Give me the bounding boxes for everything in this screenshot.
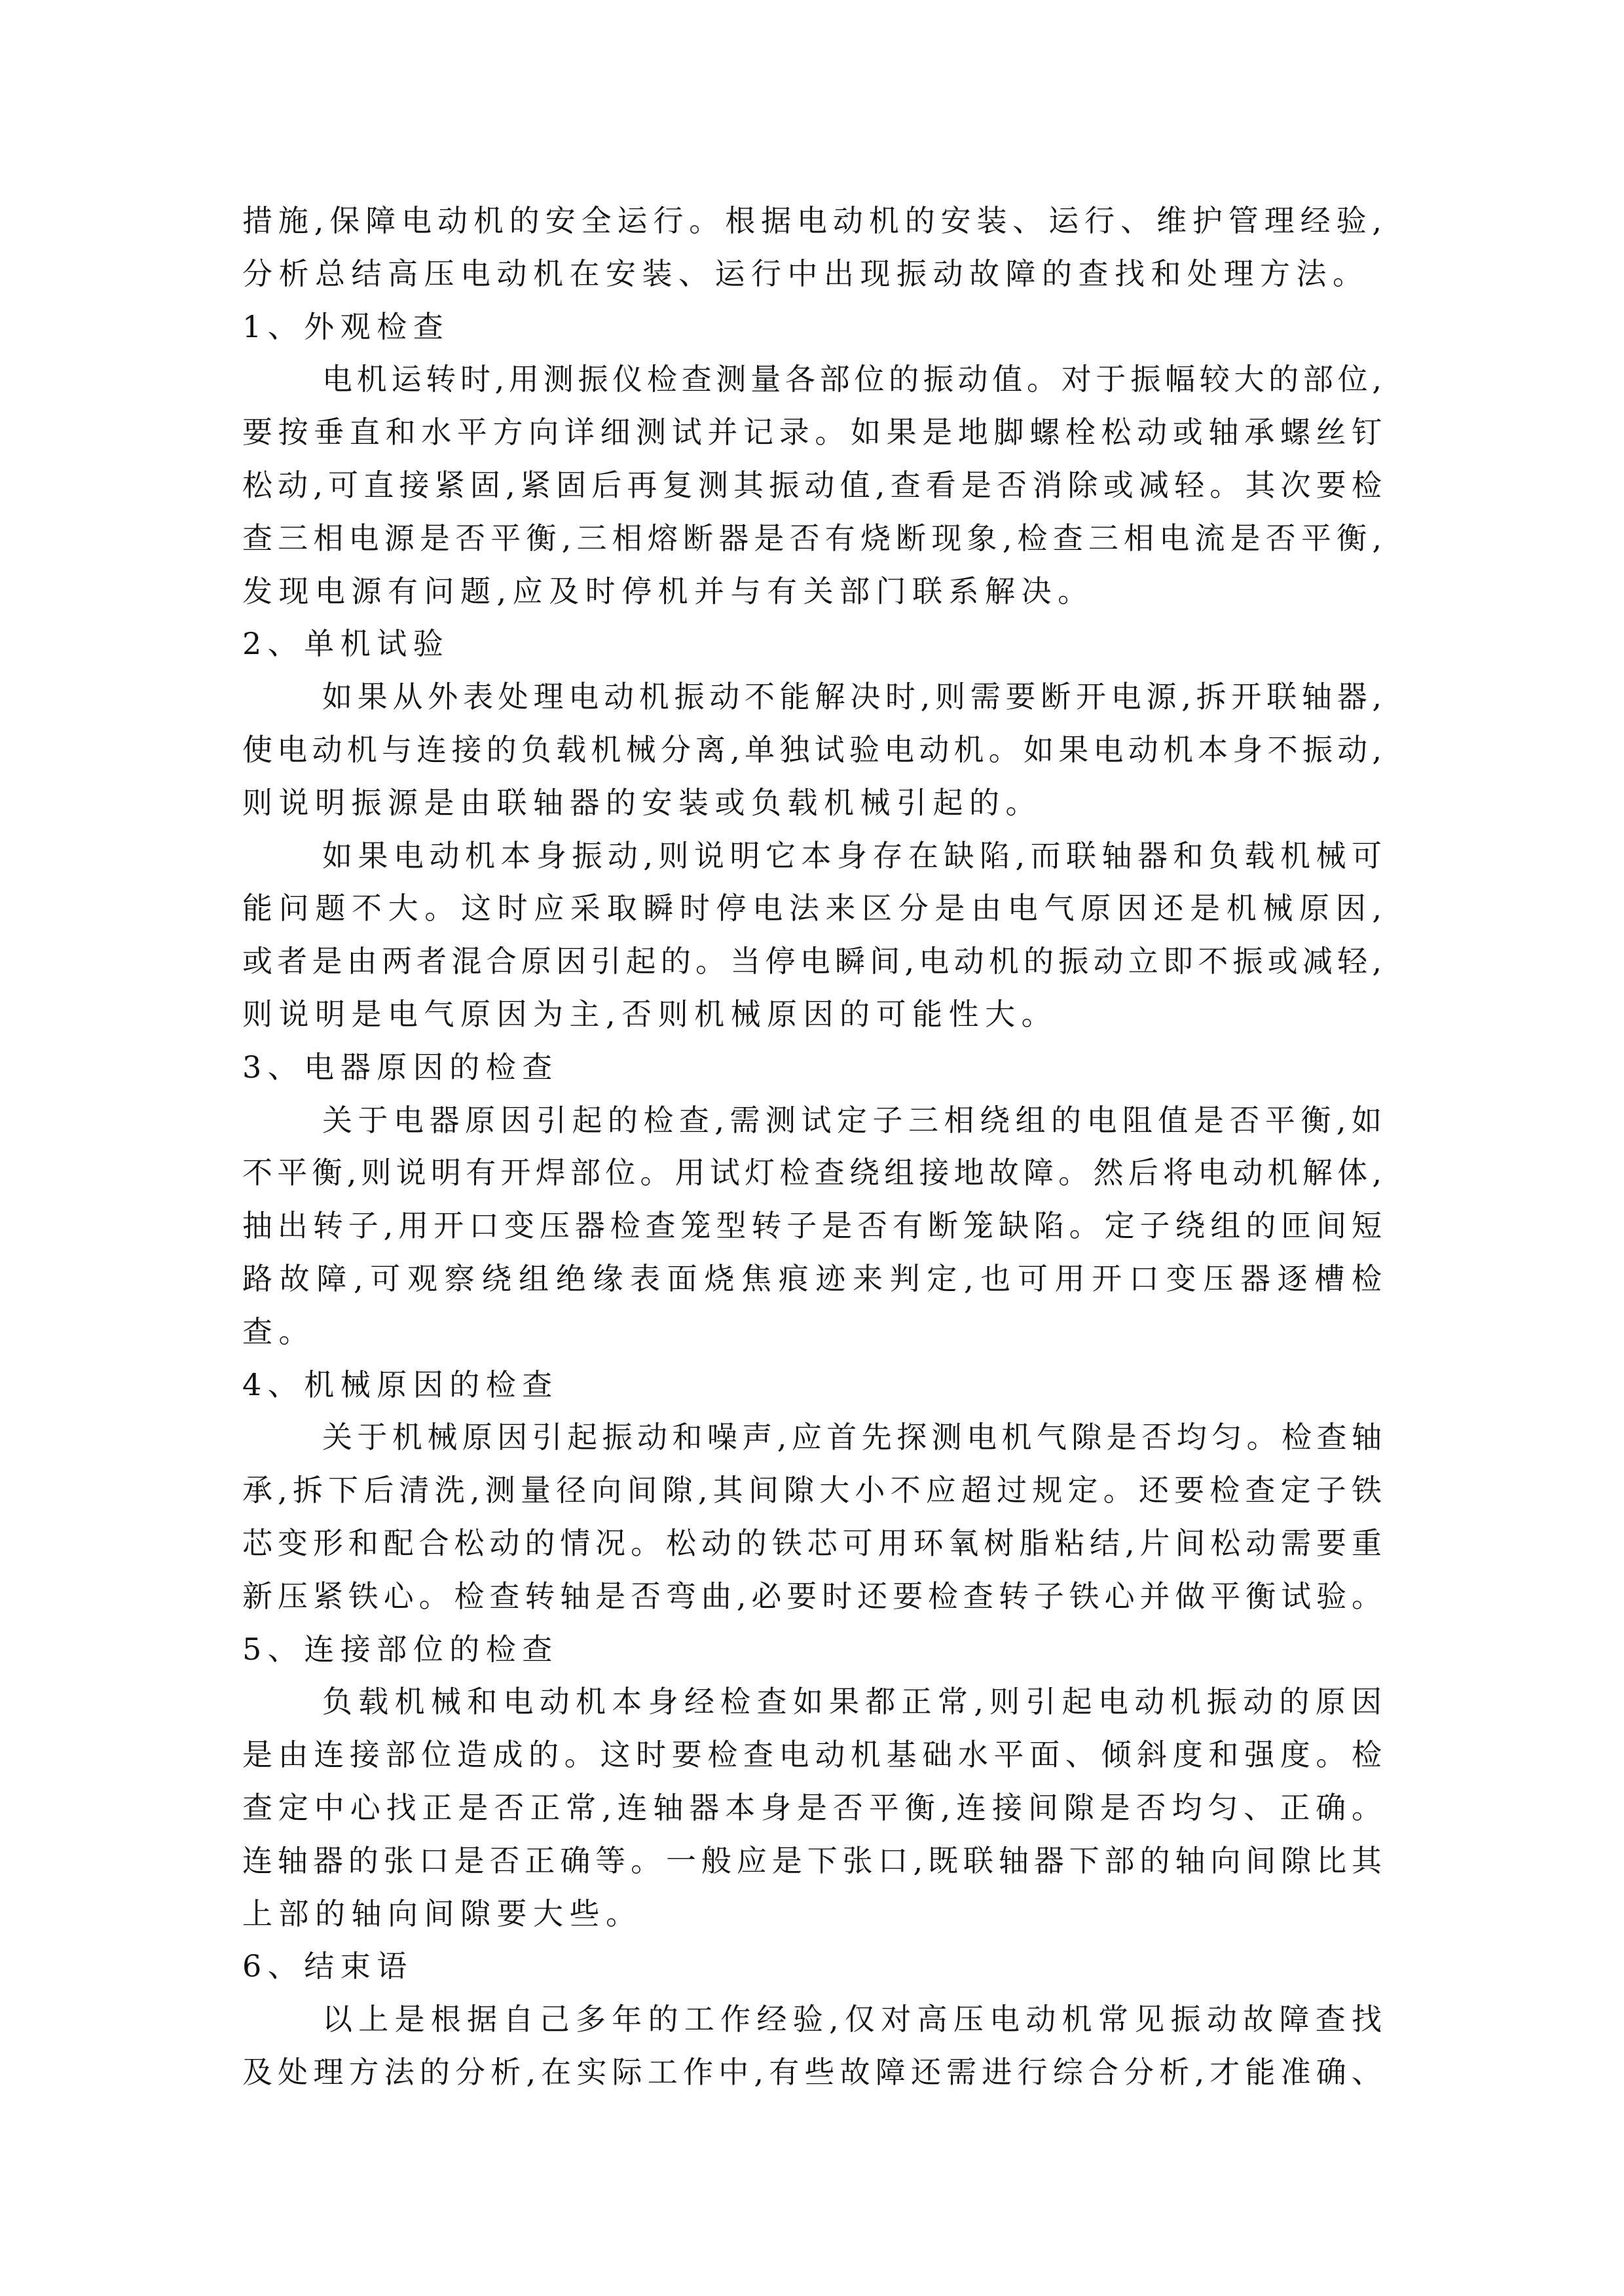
text-line: 发现电源有问题,应及时停机并与有关部门联系解决。 (242, 573, 1094, 609)
text-line: 及处理方法的分析,在实际工作中,有些故障还需进行综合分析,才能准确、 (242, 2054, 1383, 2090)
section-electrical-cause-check (242, 1046, 1383, 1364)
text-line: 使电动机与连接的负载机械分离,单独试验电动机。如果电动机本身不振动, (242, 731, 1383, 767)
text-line: 查定中心找正是否正常,连轴器本身是否平衡,连接间隙是否均匀、正确。 (242, 1789, 1383, 1825)
text-line: 承,拆下后清洗,测量径向间隙,其间隙大小不应超过规定。还要检查定子铁 (242, 1472, 1383, 1508)
body-paragraph (242, 1416, 1383, 1628)
text-line: 不平衡,则说明有开焊部位。用试灯检查绕组接地故障。然后将电动机解体, (242, 1155, 1383, 1191)
text-line: 抽出转子,用开口变压器检查笼型转子是否有断笼缺陷。定子绕组的匝间短 (242, 1208, 1383, 1244)
text-line: 则说明振源是由联轴器的安装或负载机械引起的。 (242, 784, 1042, 820)
body-paragraph (242, 676, 1383, 834)
text-line: 能问题不大。这时应采取瞬时停电法来区分是由电气原因还是机械原因, (242, 890, 1383, 926)
section-conclusion (242, 1945, 1383, 2104)
body-paragraph (242, 358, 1383, 623)
text-line: 连轴器的张口是否正确等。一般应是下张口,既联轴器下部的轴向间隙比其 (242, 1842, 1383, 1878)
text-line: 负载机械和电动机本身经检查如果都正常,则引起电动机振动的原因 (322, 1684, 1383, 1720)
section-heading: 3、电器原因的检查 (242, 1049, 559, 1085)
text-line: 电机运转时,用测振仪检查测量各部位的振动值。对于振幅较大的部位, (322, 361, 1383, 397)
body-paragraph (242, 1681, 1383, 1945)
section-connection-check (242, 1628, 1383, 1946)
text-line: 查。 (242, 1313, 315, 1349)
text-line: 上部的轴向间隙要大些。 (242, 1895, 642, 1931)
body-paragraph (242, 835, 1383, 1046)
section-heading: 4、机械原因的检查 (242, 1366, 559, 1402)
section-heading: 1、外观检查 (242, 308, 450, 344)
text-line: 或者是由两者混合原因引起的。当停电瞬间,电动机的振动立即不振或减轻, (242, 943, 1383, 979)
text-line: 要按垂直和水平方向详细测试并记录。如果是地脚螺栓松动或轴承螺丝钉 (242, 414, 1383, 450)
text-line: 如果从外表处理电动机振动不能解决时,则需要断开电源,拆开联轴器, (322, 679, 1383, 715)
section-heading: 2、单机试验 (242, 626, 450, 662)
intro-paragraph (242, 200, 1383, 306)
section-single-machine-test (242, 623, 1383, 1046)
text-line: 关于电器原因引起的检查,需测试定子三相绕组的电阻值是否平衡,如 (322, 1102, 1383, 1138)
section-heading: 5、连接部位的检查 (242, 1631, 559, 1667)
text-line: 松动,可直接紧固,紧固后再复测其振动值,查看是否消除或减轻。其次要检 (242, 467, 1383, 503)
text-line: 路故障,可观察绕组绝缘表面烧焦痕迹来判定,也可用开口变压器逐槽检 (242, 1260, 1383, 1296)
text-line: 芯变形和配合松动的情况。松动的铁芯可用环氧树脂粘结,片间松动需要重 (242, 1525, 1383, 1561)
text-line: 以上是根据自己多年的工作经验,仅对高压电动机常见振动故障查找 (322, 2001, 1383, 2037)
text-line: 分析总结高压电动机在安装、运行中出现振动故障的查找和处理方法。 (242, 255, 1369, 291)
text-line: 查三相电源是否平衡,三相熔断器是否有烧断现象,检查三相电流是否平衡, (242, 520, 1383, 556)
text-line: 措施,保障电动机的安全运行。根据电动机的安装、运行、维护管理经验, (242, 203, 1383, 238)
body-paragraph (242, 1099, 1383, 1364)
text-line: 关于机械原因引起振动和噪声,应首先探测电机气隙是否均匀。检查轴 (322, 1419, 1383, 1455)
text-line: 如果电动机本身振动,则说明它本身存在缺陷,而联轴器和负载机械可 (322, 837, 1383, 873)
document-page (242, 200, 1383, 2104)
text-line: 新压紧铁心。检查转轴是否弯曲,必要时还要检查转子铁心并做平衡试验。 (242, 1578, 1383, 1614)
section-appearance-check (242, 306, 1383, 623)
text-line: 是由连接部位造成的。这时要检查电动机基础水平面、倾斜度和强度。检 (242, 1737, 1383, 1773)
section-heading: 6、结束语 (242, 1948, 413, 1984)
section-mechanical-cause-check (242, 1364, 1383, 1628)
text-line: 则说明是电气原因为主,否则机械原因的可能性大。 (242, 996, 1058, 1032)
body-paragraph (242, 1998, 1383, 2104)
